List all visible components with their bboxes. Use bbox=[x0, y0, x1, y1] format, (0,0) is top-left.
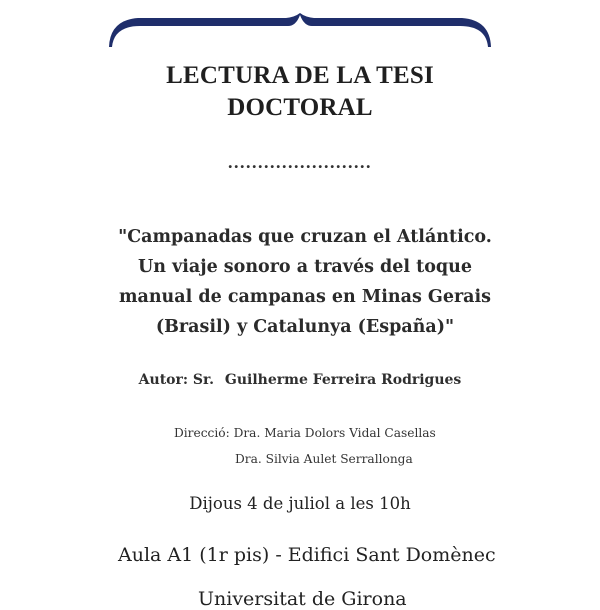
date-text: Dijous 4 de juliol a les 10h bbox=[189, 494, 411, 513]
title-line-1: LECTURA DE LA TESI bbox=[166, 62, 434, 89]
title-line-2: DOCTORAL bbox=[227, 94, 373, 121]
thesis-title: "Campanadas que cruzan el Atlántico. Un viaje sonoro a través del toque manual de campanas en Minas Gerais (Brasil) y Catalunya (España)" bbox=[118, 227, 492, 337]
author-line bbox=[0, 372, 600, 388]
direction-line-1 bbox=[174, 426, 436, 440]
university-text: Universitat de Girona bbox=[198, 588, 407, 610]
author-name: Guilherme Ferreira Rodrigues bbox=[224, 372, 462, 388]
director-1: Dra. Maria Dolors Vidal Casellas bbox=[233, 426, 436, 440]
page-title bbox=[0, 60, 600, 124]
author-label: Autor: Sr. bbox=[138, 372, 215, 388]
venue-text: Aula A1 (1r pis) - Edifici Sant Domènec bbox=[118, 544, 496, 566]
direction-label: Direcció: bbox=[174, 426, 230, 440]
top-ornament-decoration bbox=[0, 0, 600, 60]
director-2: Dra. Silvia Aulet Serrallonga bbox=[235, 452, 413, 466]
dotted-separator: ........................ bbox=[228, 152, 372, 172]
